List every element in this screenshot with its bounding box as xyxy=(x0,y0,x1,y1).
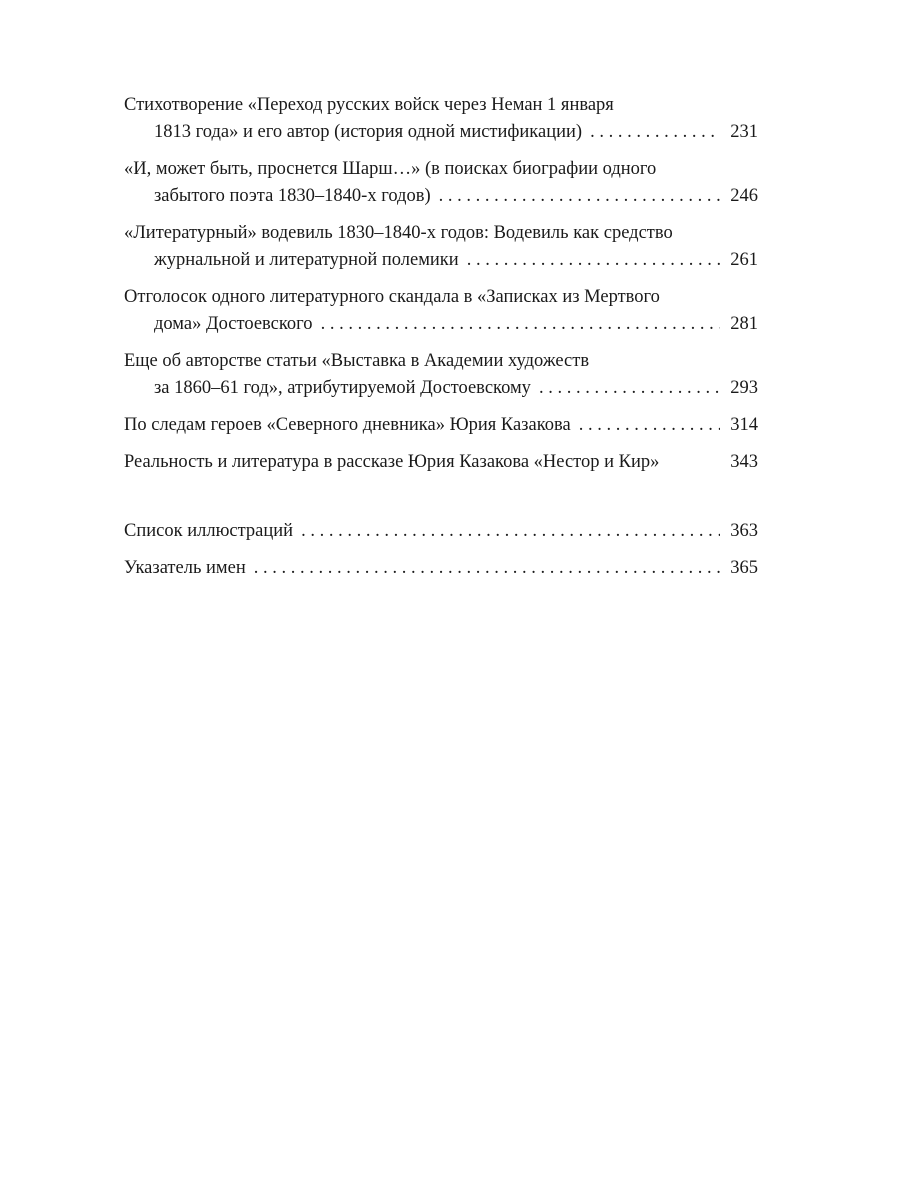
dot-leader xyxy=(321,311,721,338)
toc-entry-title: Указатель имен xyxy=(124,558,246,578)
toc-entry-title-continuation: за 1860–61 год», атрибутируемой Достоевскому xyxy=(154,378,531,398)
toc-entry-title-continuation: 1813 года» и его автор (история одной мистификации) xyxy=(154,122,583,142)
dot-leader xyxy=(439,183,721,210)
toc-back-matter-entry[interactable] xyxy=(124,555,758,582)
toc-entry-page-number: 281 xyxy=(730,314,758,334)
toc-entry-title-line xyxy=(124,247,758,274)
toc-entry-title-line xyxy=(124,412,758,439)
toc-entry-title-line xyxy=(124,449,758,476)
dot-leader xyxy=(301,518,720,545)
toc-entry[interactable] xyxy=(124,284,758,338)
toc-entry-title-line xyxy=(124,518,758,545)
toc-entry-page-number: 365 xyxy=(730,558,758,578)
toc-entry[interactable] xyxy=(124,348,758,402)
toc-entry-title-continuation: забытого поэта 1830–1840-х годов) xyxy=(154,186,431,206)
toc-entry-page-number: 314 xyxy=(730,415,758,435)
toc-back-matter-entry[interactable] xyxy=(124,518,758,545)
toc-entry-title-continuation: дома» Достоевского xyxy=(154,314,313,334)
table-of-contents xyxy=(124,92,758,592)
toc-entry[interactable] xyxy=(124,156,758,210)
toc-entry-page-number: 293 xyxy=(730,378,758,398)
toc-entry[interactable] xyxy=(124,92,758,146)
toc-entry-page-number: 231 xyxy=(730,122,758,142)
dot-leader xyxy=(254,555,721,582)
dot-leader xyxy=(467,247,721,274)
toc-entry-page-number: 246 xyxy=(730,186,758,206)
toc-entry-page-number: 363 xyxy=(730,521,758,541)
section-spacer xyxy=(124,486,758,518)
toc-entry-title-line xyxy=(124,156,758,183)
toc-entry-title-line xyxy=(124,220,758,247)
toc-entry-title: Стихотворение «Переход русских войск через Неман 1 января xyxy=(124,95,614,115)
dot-leader xyxy=(579,412,721,439)
toc-entry-title: Список иллюстраций xyxy=(124,521,294,541)
toc-entry-title-line xyxy=(124,92,758,119)
toc-entry[interactable] xyxy=(124,220,758,274)
toc-entry-title: По следам героев «Северного дневника» Юрия Казакова xyxy=(124,415,571,435)
toc-entry-title: Отголосок одного литературного скандала в «Записках из Мертвого xyxy=(124,287,660,307)
dot-leader xyxy=(539,375,720,402)
toc-entry-title: «Литературный» водевиль 1830–1840-х годов: Водевиль как средство xyxy=(124,223,673,243)
toc-entry-title: «И, может быть, проснется Шарш…» (в поисках биографии одного xyxy=(124,159,657,179)
toc-entry-title-line xyxy=(124,119,758,146)
dot-leader xyxy=(590,119,720,146)
toc-entry-title: Реальность и литература в рассказе Юрия Казакова «Нестор и Кир» xyxy=(124,452,660,472)
toc-entry-title-line xyxy=(124,375,758,402)
toc-entry[interactable] xyxy=(124,449,758,476)
toc-entry-title: Еще об авторстве статьи «Выставка в Академии художеств xyxy=(124,351,590,371)
toc-entry-page-number: 343 xyxy=(730,452,758,472)
toc-entry-title-line xyxy=(124,348,758,375)
toc-entry-title-line xyxy=(124,555,758,582)
toc-entry[interactable] xyxy=(124,412,758,439)
toc-entry-title-line xyxy=(124,284,758,311)
toc-entry-title-line xyxy=(124,311,758,338)
toc-entry-title-line xyxy=(124,183,758,210)
toc-entry-title-continuation: журнальной и литературной полемики xyxy=(154,250,459,270)
toc-entry-page-number: 261 xyxy=(730,250,758,270)
